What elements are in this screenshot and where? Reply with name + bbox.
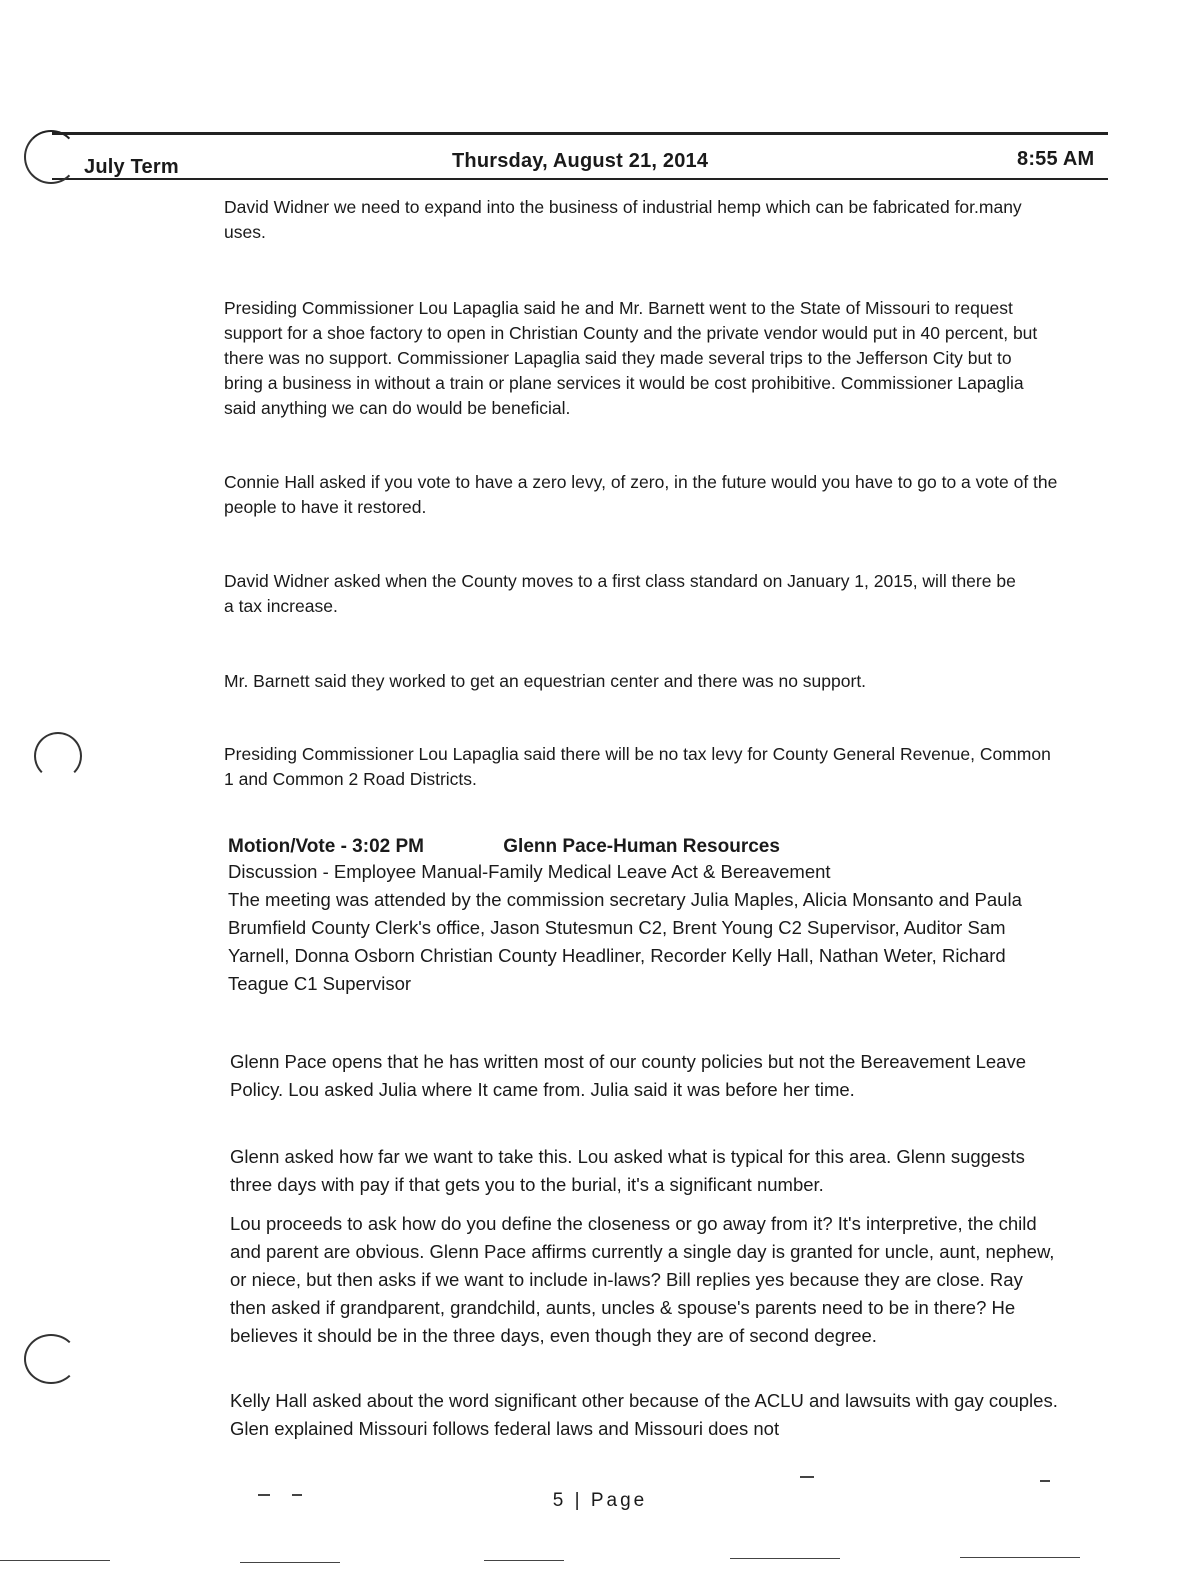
scan-mark [960,1557,1080,1558]
scan-mark [730,1558,840,1559]
scan-mark [292,1494,302,1496]
discussion-paragraph-how-far: Glenn asked how far we want to take this. Lou asked what is typical for this area. Glenn suggests three days with pay if that gets you to the burial, it's a significant number. [230,1146,1025,1195]
punch-hole-middle [34,732,82,780]
discussion-paragraph-policies: Glenn Pace opens that he has written most of our county policies but not the Bereavement Leave Policy. Lou asked Julia where It came from. Julia said it was before her time. [230,1051,1026,1100]
paragraph-zero-levy: Connie Hall asked if you vote to have a zero levy, of zero, in the future would you have to go to a vote of the people to have it restored. [224,472,1058,517]
paragraph-shoe-factory: Presiding Commissioner Lou Lapaglia said he and Mr. Barnett went to the State of Missouri to request support for a shoe factory to open in Christian County and the private vendor would put in 40 percent, but there was no support. Commissioner Lapaglia said they made several trips to the Jefferson City but to bring a business in without a train or plane services it would be cost prohibitive. Commissioner Lapaglia said anything we can do would be beneficial. [224,298,1038,418]
paragraph-hemp: David Widner we need to expand into the business of industrial hemp which can be fabricated for.many uses. [224,197,1022,242]
header-top-rule [52,132,1108,135]
scan-mark [484,1560,564,1561]
motion-presenter: Glenn Pace-Human Resources [503,836,780,857]
punch-hole-top [24,130,78,184]
punch-hole-bottom [24,1334,78,1384]
motion-label: Motion/Vote - 3:02 PM [228,836,424,857]
page-number: 5 | Page [552,1490,648,1511]
header-term: July Term [84,156,179,178]
paragraph-first-class: David Widner asked when the County moves to a first class standard on January 1, 2015, will there be a tax increase. [224,571,1016,616]
header-date: Thursday, August 21, 2014 [452,150,709,172]
scan-mark [258,1494,270,1496]
header-time: 8:55 AM [1017,148,1095,170]
motion-heading [228,836,780,858]
motion-discussion: Discussion - Employee Manual-Family Medical Leave Act & Bereavement [228,861,831,882]
scan-mark [1040,1480,1050,1482]
motion-attendance: The meeting was attended by the commission secretary Julia Maples, Alicia Monsanto and Paula Brumfield County Clerk's office, Jason Stutesmun C2, Brent Young C2 Supervisor, Auditor Sam Yarnell, Donna Osborn Christian County Headliner, Recorder Kelly Hall, Nathan Weter, Richard Teague C1 Supervisor [228,889,1022,994]
scan-mark [240,1562,340,1563]
paragraph-equestrian: Mr. Barnett said they worked to get an equestrian center and there was no support. [224,671,867,691]
scan-mark [800,1476,814,1478]
scan-mark [0,1560,110,1561]
paragraph-no-tax-levy: Presiding Commissioner Lou Lapaglia said there will be no tax levy for County General Revenue, Common 1 and Common 2 Road Districts. [224,744,1051,789]
discussion-paragraph-significant-other: Kelly Hall asked about the word significant other because of the ACLU and lawsuits with gay couples. Glen explained Missouri follows federal laws and Missouri does not [230,1390,1058,1439]
discussion-paragraph-closeness: Lou proceeds to ask how do you define the closeness or go away from it? It's interpretive, the child and parent are obvious. Glenn Pace affirms currently a single day is granted for uncle, aunt, nephew, or niece, but then asks if we want to include in-laws? Bill replies yes because they are close. Ray then asked if grandparent, grandchild, aunts, uncles & spouse's parents need to be in there? He believes it should be in the three days, even though they are of second degree. [230,1213,1055,1346]
header-bottom-rule [52,178,1108,180]
